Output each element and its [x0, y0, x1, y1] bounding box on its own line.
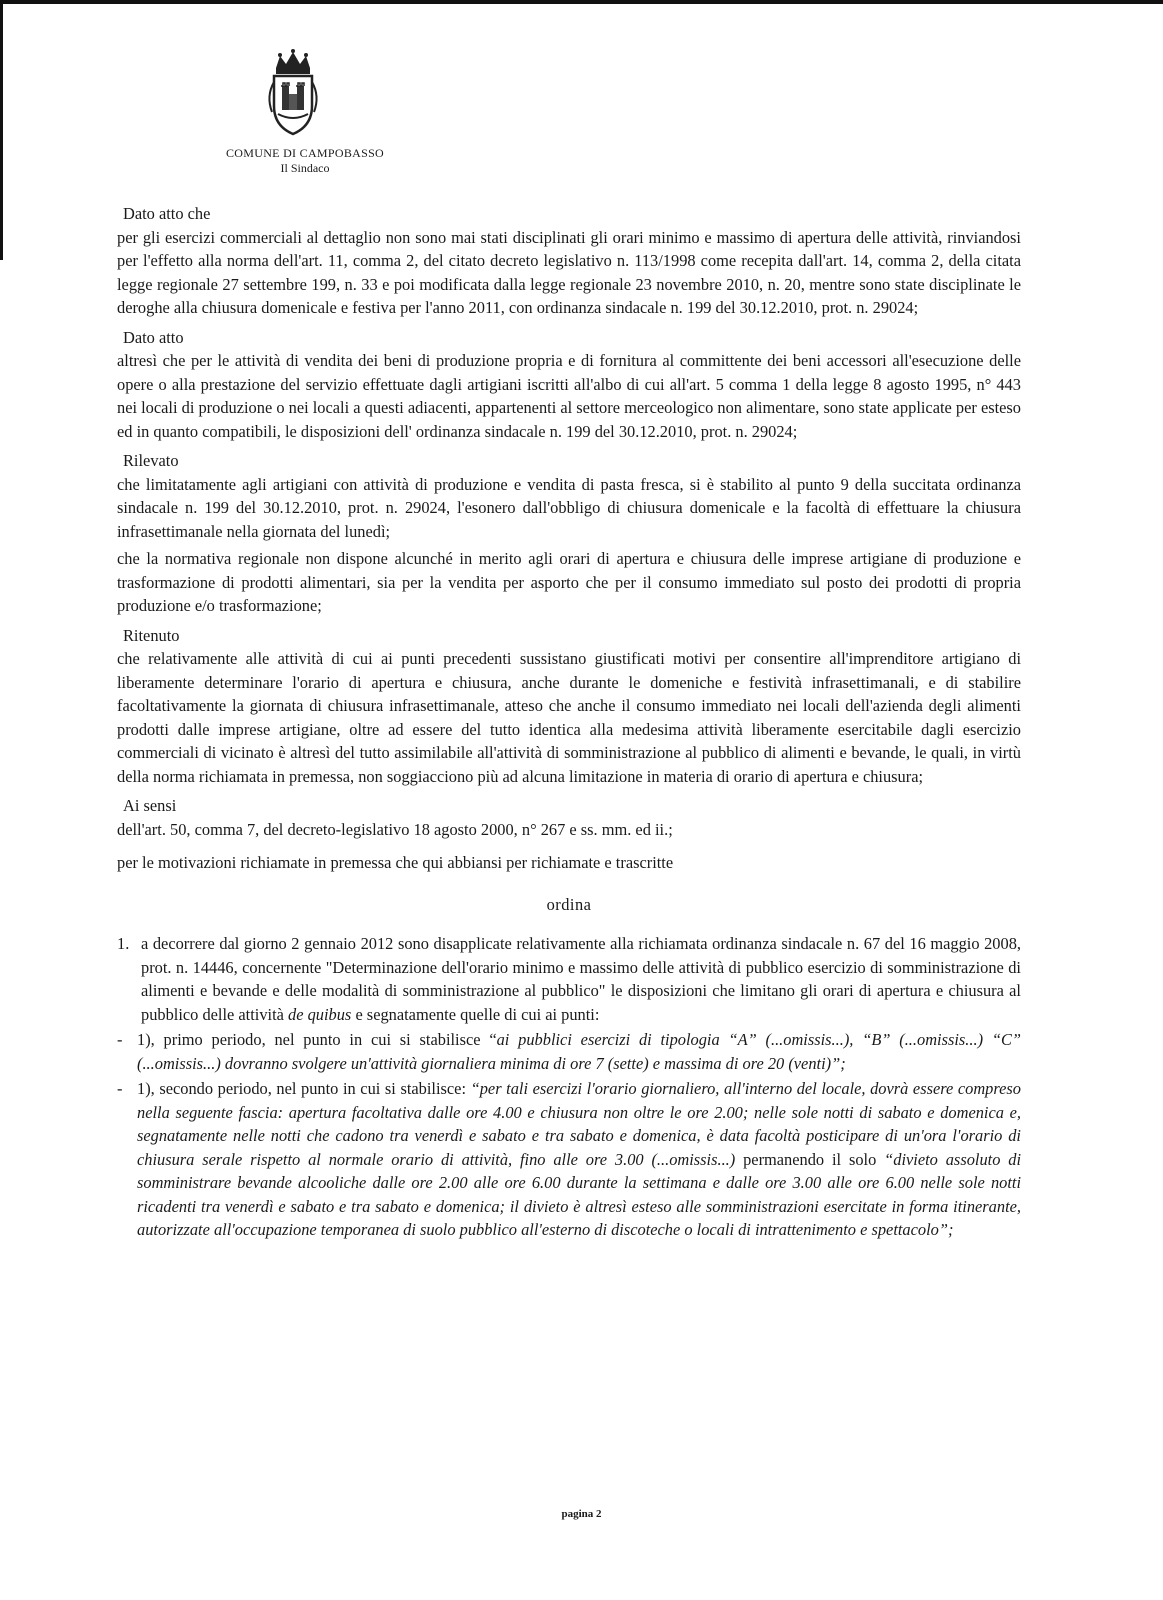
subitem-quote: “divieto assoluto di somministrare bevande alcooliche dalle ore 2.00 alle ore 6.00 durante la settimana e dalle ore 3.00 alle ore 6.00 nelle sole notti ricadenti tra venerdì e sabato e tra sabato e domenica; il divieto è altresì esteso alle somministrazioni esercitate in forma itinerante, autorizzate all'occupazione temporanea di suolo pubblico all'esterno di discoteche o locali di intrattenimento e spettacolo”; — [137, 1149, 1021, 1239]
ordina-title: ordina — [546, 894, 592, 914]
section-heading: Rilevato — [123, 451, 179, 470]
list-dash: - — [117, 1079, 123, 1098]
subitem-lead: 1), secondo periodo, nel punto in cui si stabilisce: — [137, 1079, 466, 1098]
section-paragraph: che relativamente alle attività di cui ai punti precedenti sussistano giustificati motivi per consentire all'imprenditore artigiano di liberamente determinare l'orario di apertura e chiusura, anche durante le domeniche e festività infrasettimanali, e di stabilire facoltativamente la giornata di chiusura infrasettimanale, atteso che anche il consumo immediato nei locali dell'azienda degli alimenti prodotti dalle imprese artigiane, oltre ad essere del tutto identica alla medesima attività liberamente esercitabile dagli esercizio commerciali di vicinato è altresì del tutto assimilabile all'attività di somministrazione al pubblico di alimenti e bevande, le quali, in virtù della norma richiamata in premessa, non soggiacciono più ad alcuna limitazione in materia di orario di apertura e chiusura; — [117, 649, 1021, 786]
section-ritenuto — [117, 624, 1021, 789]
order-item-text-part: e segnatamente quelle di cui ai punti: — [355, 1004, 600, 1024]
order-item-text — [141, 932, 1021, 1026]
order-subitem-primo-periodo — [117, 1028, 1021, 1075]
section-heading: Dato atto che — [123, 204, 211, 223]
municipality-name: COMUNE DI CAMPOBASSO — [225, 146, 385, 160]
section-paragraph: che la normativa regionale non dispone alcunché in merito agli orari di apertura e chiusura delle imprese artigiane di produzione e trasformazione di prodotti alimentari, sia per la vendita per asporto che per il consumo immediato sul posto dei prodotti di propria produzione e/o trasformazione; — [117, 549, 1021, 615]
section-heading: Ai sensi — [123, 796, 177, 815]
section-paragraph: che limitatamente agli artigiani con attività di produzione e vendita di pasta fresca, si è stabilito al punto 9 della succitata ordinanza sindacale n. 199 del 30.12.2010, prot. n. 29024, l'esonero dall'obbligo di chiusura domenicale e la facoltà di effettuare la chiusura infrasettimanale nella giornata del lunedì; — [117, 474, 1021, 541]
subitem-lead: 1), primo periodo, nel punto in cui si stabilisce “ — [137, 1030, 497, 1049]
section-dato-atto-che — [117, 202, 1021, 320]
section-rilevato — [117, 449, 1021, 618]
section-dato-atto — [117, 326, 1021, 444]
section-paragraph: per gli esercizi commerciali al dettaglio non sono mai stati disciplinati gli orari minimo e massimo di apertura delle attività, rinviandosi per l'effetto alla norma dell'art. 11, comma 2, del citato decreto legislativo n. 113/1998 come recepita dall'art. 14, comma 2, della citata legge regionale 27 settembre 199, n. 33 e poi modificata dalla legge regionale 23 novembre 2010, n. 20, mentre sono state disciplinate le deroghe alla chiusura domenicale e festiva per l'anno 2011, con ordinanza sindacale n. 199 del 30.12.2010, prot. n. 29024; — [117, 227, 1021, 317]
page-number: pagina 2 — [561, 1508, 602, 1520]
subitem-quote: ai pubblici esercizi di tipologia “A” (...omissis...), “B” (...omissis...) “C” (...omissis...) dovranno svolgere un'attività giornaliera minima di ore 7 (sette) e massima di ore 20 (venti)”; — [137, 1030, 1021, 1073]
municipal-crest-icon — [262, 48, 324, 136]
document-body — [117, 202, 1021, 1242]
scan-top-border — [0, 0, 1163, 4]
section-paragraph: altresì che per le attività di vendita dei beni di produzione propria e di fornitura al committente dei beni accessori all'esecuzione delle opere o alla prestazione del servizio effettuate dagli artigiani iscritti all'albo di cui all'art. 5 comma 1 della legge 8 agosto 1995, n° 443 nei locali di produzione o nei locali a questi adiacenti, appartenenti al settore merceologico non alimentare, sono state applicate per esteso ed in quanto compatibili, le disposizioni dell' ordinanza sindacale n. 199 del 30.12.2010, prot. n. 29024; — [117, 351, 1021, 441]
order-subitem-secondo-periodo — [117, 1077, 1021, 1242]
section-ai-sensi — [117, 794, 1021, 875]
section-heading: Dato atto — [123, 327, 184, 347]
section-heading: Ritenuto — [123, 625, 180, 645]
list-dash: - — [117, 1030, 123, 1049]
section-paragraph: per le motivazioni richiamate in premessa che qui abbiansi per richiamate e trascritte — [117, 853, 674, 872]
scan-left-border — [0, 0, 3, 260]
letterhead — [210, 146, 400, 176]
order-item-text-part: a decorrere dal giorno 2 gennaio 2012 sono disapplicate relativamente alla richiamata ordinanza sindacale n. 67 del 16 maggio 2008, prot. n. 14446, concernente "Determinazione dell'orario minimo e massimo delle attività di pubblico esercizio di somministrazione di alimenti e bevande e delle modalità di somministrazione al pubblico" le disposizioni che limitano gli orari di apertura e chiusura al pubblico delle attività — [141, 934, 1021, 1024]
order-item-1 — [117, 932, 1021, 1026]
order-item-latin-phrase: de quibus — [288, 1004, 352, 1024]
order-item-number: 1. — [117, 934, 130, 953]
subitem-quote: “per tali esercizi l'orario giornaliero, all'interno del locale, dovrà essere compreso nella seguente fascia: apertura facoltativa dalle ore 4.00 e chiusura non oltre le ore 2.00; nelle sole notti di sabato e domenica e, segnatamente nelle notti che cadono tra venerdì e sabato e tra sabato e domenica, è data facoltà posticipare di un'ora l'orario di chiusura serale rispetto al normale orario di attività, fino alle ore 3.00 (...omissis...) — [137, 1079, 1021, 1169]
office-name: Il Sindaco — [280, 161, 330, 175]
section-paragraph: dell'art. 50, comma 7, del decreto-legislativo 18 agosto 2000, n° 267 e ss. mm. ed ii.; — [117, 819, 673, 839]
subitem-mid: permanendo il solo — [743, 1149, 877, 1169]
